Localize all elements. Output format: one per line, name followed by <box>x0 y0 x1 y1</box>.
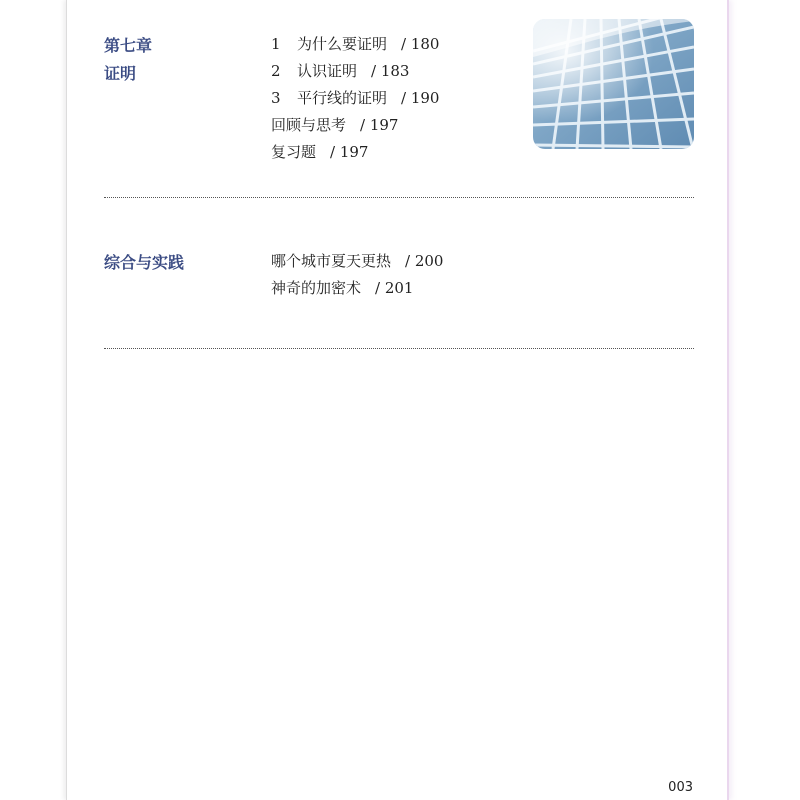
chapter-label: 第七章 <box>104 36 153 55</box>
toc-entry-number: 1 <box>271 35 281 53</box>
perspective-grid-graphic <box>533 19 694 149</box>
toc-entry-page: / 190 <box>401 89 440 107</box>
chapter-grid-image <box>533 19 694 149</box>
toc-entry[interactable] <box>271 58 439 85</box>
section-divider <box>104 348 694 349</box>
toc-entry-page: / 183 <box>371 62 410 80</box>
toc-entry[interactable] <box>271 112 439 139</box>
toc-entry-title: 为什么要证明 <box>297 35 388 53</box>
toc-entry[interactable] <box>271 139 439 166</box>
toc-entry-title: 神奇的加密术 <box>271 279 362 297</box>
toc-entry-page: / 200 <box>405 252 444 270</box>
toc-entry-title: 平行线的证明 <box>297 89 388 107</box>
toc-entry[interactable] <box>271 31 439 58</box>
chapter-heading <box>104 32 152 88</box>
chapter7-toc <box>271 31 439 166</box>
section-divider <box>104 197 694 198</box>
toc-entry-number: 3 <box>271 89 281 107</box>
chapter-title: 证明 <box>104 64 137 83</box>
toc-entry-page: / 201 <box>375 279 414 297</box>
toc-entry[interactable] <box>271 275 443 302</box>
toc-entry-title: 回顾与思考 <box>271 116 347 134</box>
page-number: 003 <box>668 780 693 795</box>
toc-entry-page: / 197 <box>360 116 399 134</box>
practice-toc <box>271 248 443 302</box>
practice-heading: 综合与实践 <box>104 253 185 272</box>
toc-entry[interactable] <box>271 248 443 275</box>
toc-entry-number: 2 <box>271 62 281 80</box>
toc-entry-page: / 180 <box>401 35 440 53</box>
toc-entry-title: 复习题 <box>271 143 317 161</box>
toc-entry-title: 哪个城市夏天更热 <box>271 252 392 270</box>
toc-entry-title: 认识证明 <box>297 62 358 80</box>
toc-entry[interactable] <box>271 85 439 112</box>
book-page <box>66 0 729 800</box>
toc-entry-page: / 197 <box>330 143 369 161</box>
